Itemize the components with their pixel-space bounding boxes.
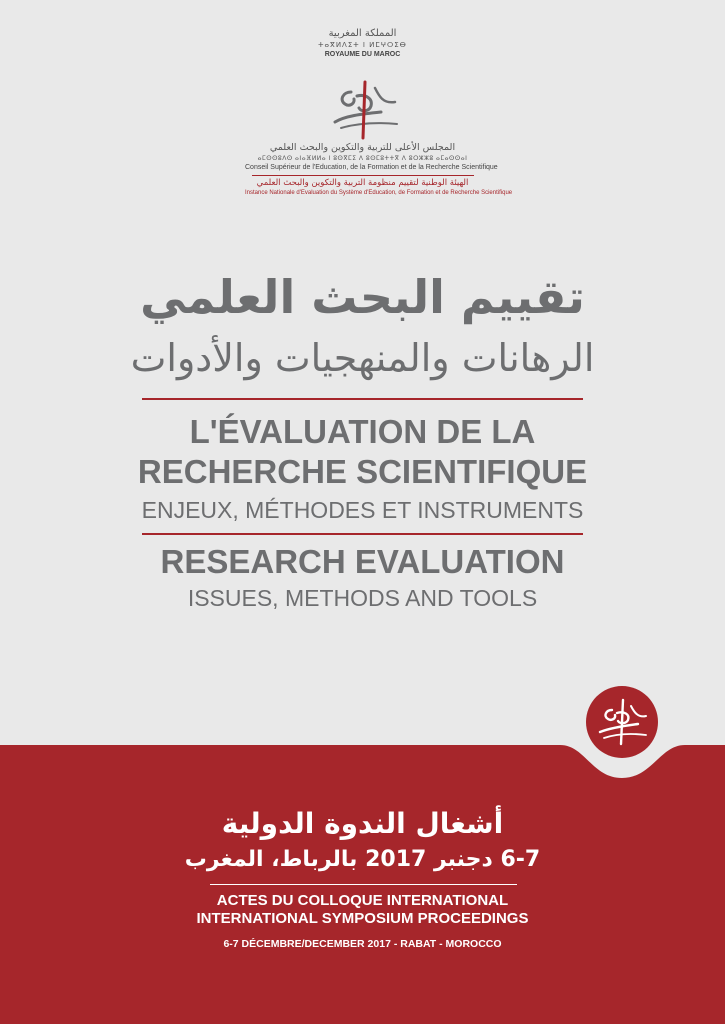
title-arabic-main: تقييم البحث العلمي xyxy=(140,270,585,324)
title-arabic-sub: الرهانات والمنهجيات والأدوات xyxy=(130,336,595,380)
council-name-tifinagh: ⴰⵎⵙⵙⵓⴷⵙ ⴰⵏⴰⴼⵍⵍⴰ ⵏ ⵓⵙⴳⵎⵉ ⴷ ⵓⵙⵎⵓⵜⵜⴳ ⴷ ⵓⵔⵣⵣⵓ ⴰⵎⴰⵙⵙⴰⵏ xyxy=(257,155,468,162)
council-name-fr: Conseil Supérieur de l'Education, de la Formation et de la Recherche Scientifique xyxy=(245,164,498,171)
proceedings-title-ar: أشغال الندوة الدولية xyxy=(221,807,504,840)
proceedings-divider xyxy=(210,884,517,885)
title-french-line2: RECHERCHE SCIENTIFIQUE xyxy=(137,453,588,490)
title-french-line1: L'ÉVALUATION DE LA xyxy=(189,413,536,450)
subtitle-english: ISSUES, METHODS AND TOOLS xyxy=(187,585,538,611)
proceedings-title-en: INTERNATIONAL SYMPOSIUM PROCEEDINGS xyxy=(196,910,529,927)
instance-name-fr: Instance Nationale d'Evaluation du Système d'Education, de Formation et de Recherche Scientifique xyxy=(245,190,513,196)
proceedings-title-fr: ACTES DU COLLOQUE INTERNATIONAL xyxy=(216,892,509,909)
instance-name-ar: الهيئة الوطنية لتقييم منظومة التربية والتكوين والبحث العلمي xyxy=(256,178,469,188)
csefrs-badge-icon xyxy=(586,686,658,758)
kingdom-name-fr: ROYAUME DU MAROC xyxy=(324,51,401,58)
title-english: RESEARCH EVALUATION xyxy=(160,543,565,580)
subtitle-french: ENJEUX, MÉTHODES ET INSTRUMENTS xyxy=(141,497,584,523)
council-name-ar: المجلس الأعلى للتربية والتكوين والبحث العلمي xyxy=(269,142,456,153)
proceedings-date-ar: 6-7 دجنبر 2017 بالرباط، المغرب xyxy=(184,847,541,872)
kingdom-name-tifinagh: ⵜⴰⴳⵍⴷⵉⵜ ⵏ ⵍⵎⵖⵔⵉⴱ xyxy=(318,41,407,49)
kingdom-name-ar: المملكة المغربية xyxy=(328,28,397,39)
proceedings-dates-location: 6-7 DÉCEMBRE/DECEMBER 2017 - RABAT - MOROCCO xyxy=(223,938,502,950)
